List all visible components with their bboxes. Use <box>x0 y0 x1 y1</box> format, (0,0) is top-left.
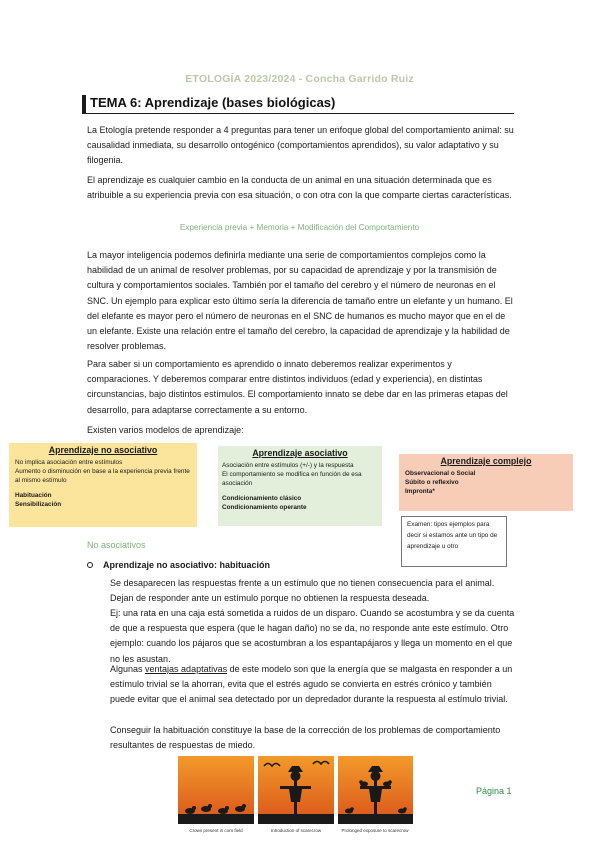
intelligence-paragraph: La mayor inteligencia podemos definirla mediante una serie de comportamientos complejos como la habilidad de un animal de resolver problemas, por su capacidad de aprendizaje y por la transmisión de cultura y comportamientos sociales. También por el tamaño del cerebro y el número de neuronas en el SNC. Un ejemplo para explicar esto último sería la diferencia de tamaño entre un elefante y un humano. El del elefante es mayor pero el número de neuronas en el SNC de humanos es mucho mayor que en el de un elefante. Existe una relación entre el tamaño del cerebro, la capacidad de aprendizaje y la habilidad de resolver problemas. <box>87 250 513 352</box>
panel-crows-in-field <box>178 756 254 824</box>
scarecrow-illustration <box>178 756 413 834</box>
habituation-bullet <box>87 560 270 570</box>
complex-title: Aprendizaje complejo <box>440 456 532 466</box>
habituation-heading: Aprendizaje no asociativo: habituación <box>103 560 271 570</box>
nonassociative-line1: No implica asociación entre estímulos <box>15 459 123 466</box>
nonassociative-title: Aprendizaje no asociativo <box>48 445 158 455</box>
nonassociative-box <box>9 443 197 527</box>
complex-item-insight: Súbito o reflexivo <box>405 479 459 486</box>
caption-panel-1: Crows present in corn field <box>189 828 243 833</box>
panel-scarecrow-introduced <box>258 756 334 824</box>
caption-panel-2: Introduction of scarecrow <box>270 828 322 833</box>
associative-box <box>218 446 382 526</box>
associative-title: Aprendizaje asociativo <box>252 448 348 458</box>
learning-formula: Experiencia previa + Memoria + Modificación del Comportamiento <box>179 223 420 232</box>
advantages-post: de este modelo son que la energía que se malgasta en responder a un estímulo trivial se la ahorran, evita que el estrés agudo se convierta en estrés crónico y también puede evitar que el animal sea detectado por un depredador durante la respuesta al estímulo trivial. <box>110 664 513 705</box>
habituation-paragraph-2: Ej: una rata en una caja está sometida a ruidos de un disparo. Cuando se acostumbra y se da cuenta de que a respuesta que espera (que le hagan daño) no se da, no responde ante este estímulo. Otro ejemplo: cuando los pájaros que se acostumbran a los espantapájaros y llega un momento en el que no les asustan. <box>110 608 515 664</box>
habituation-paragraph-3 <box>110 662 515 708</box>
circle-bullet-icon <box>87 562 93 568</box>
nonassociative-item-sensitization: Sensibilización <box>15 501 62 508</box>
advantages-pre: Algunas <box>110 664 146 674</box>
exam-note: Examen: tipos ejemplos para decir si estamos ante un tipo de aprendizaje u otro <box>401 516 507 567</box>
associative-line2: El comportamiento se modifica en función de esa asociación <box>222 471 362 487</box>
scarecrow-habituation-figure <box>178 756 413 834</box>
habituation-paragraph-4: Conseguir la habituación constituye la base de la corrección de los problemas de comportamiento resultantes de respuestas de miedo. <box>110 725 501 751</box>
section-label-nonassociative: No asociativos <box>87 540 146 550</box>
advantages-underlined: ventajas adaptativas <box>145 664 228 674</box>
topic-title: TEMA 6: Aprendizaje (bases biológicas) <box>90 95 336 110</box>
topic-title-bar <box>82 95 514 114</box>
document-header: ETOLOGÍA 2023/2024 - Concha Garrido Ruiz <box>185 73 414 85</box>
nonassociative-line2: Aumento o disminución en base a la experiencia previa frente al mismo estímulo <box>15 468 190 484</box>
associative-item-classical: Condicionamiento clásico <box>222 495 302 502</box>
page-number: Página 1 <box>476 786 512 796</box>
habituation-paragraph-1: Se desaparecen las respuestas frente a un estímulo que no tienen consecuencia para el animal. Dejan de responder ante un estímulo porque no obtienen la respuesta deseada. <box>110 578 495 604</box>
innate-paragraph: Para saber si un comportamiento es aprendido o innato deberemos realizar experimentos y comparaciones. Y deberemos comparar entre distintos individuos (edad y experiencia), en distintas circunstancias, bajo distintos estímulos. El comportamiento innato se debe dar en las primeras etapas del desarrollo, para adaptarse correctamente a su entorno. <box>87 359 508 415</box>
nonassociative-item-habituation: Habituación <box>15 492 52 499</box>
complex-item-imprinting: Impronta* <box>405 488 435 495</box>
intro-paragraph: La Etología pretende responder a 4 preguntas para tener un enfoque global del comportamiento animal: su causalidad inmediata, su desarrollo ontogénico (comportamientos aprendidos), su valor adaptativo y su filogenia. <box>87 125 514 166</box>
panel-prolonged-exposure <box>338 756 413 824</box>
complex-box <box>399 454 573 511</box>
definition-paragraph: El aprendizaje es cualquier cambio en la conducta de un animal en una situación determinada que es atribuible a su experiencia previa con esa situación, o con otra con la que comparte ciertas características. <box>87 175 512 201</box>
caption-panel-3: Prolonged exposure to scarecrow <box>341 828 409 833</box>
complex-item-observational: Observacional o Social <box>405 470 476 477</box>
associative-line1: Asociación entre estímulos (+/-) y la respuesta <box>222 462 354 469</box>
models-intro: Existen varios modelos de aprendizaje: <box>87 425 244 435</box>
associative-item-operant: Condicionamiento operante <box>222 504 307 511</box>
